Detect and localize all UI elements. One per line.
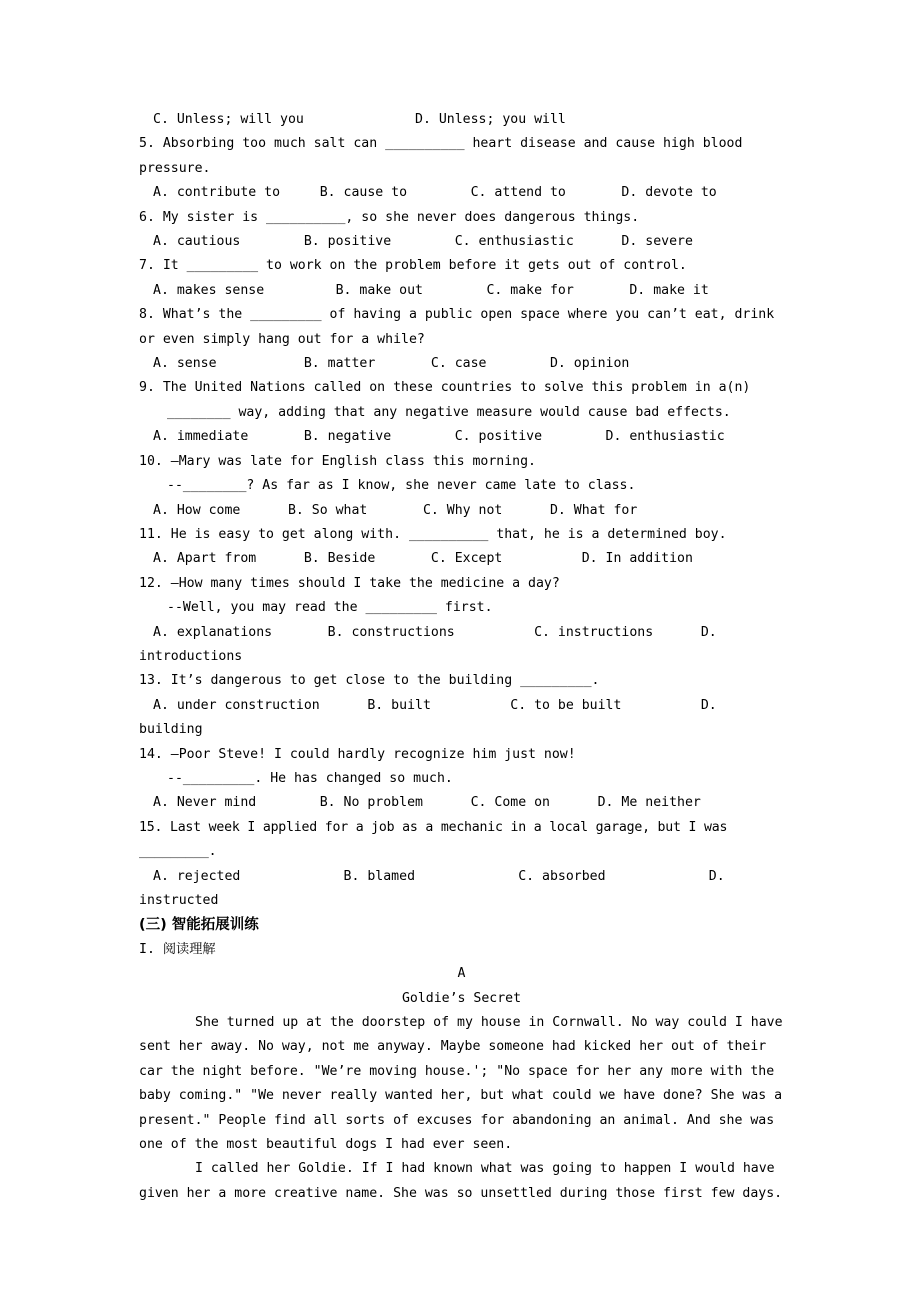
question-line: 10. –Mary was late for English class this morning. [139,453,536,469]
question-line: A. immediate B. negative C. positive D. enthusiastic [153,429,725,445]
question-line: --Well, you may read the _________ first. [167,600,493,616]
question-line: introductions [139,648,243,664]
subsection-heading: I. 阅读理解 [139,941,216,957]
question-line: ________ way, adding that any negative measure would cause bad effects. [167,404,731,420]
question-line: 7. It _________ to work on the problem before it gets out of control. [139,258,687,274]
question-line: 11. He is easy to get along with. __________ that, he is a determined boy. [139,526,727,542]
question-line: 14. –Poor Steve! I could hardly recognize him just now! [139,746,576,762]
question-line: or even simply hang out for a while? [139,331,425,347]
question-line: building [139,722,203,738]
question-line: A. makes sense B. make out C. make for D. make it [153,282,709,298]
question-line: 8. What’s the _________ of having a public open space where you can’t eat, drink [139,307,775,323]
question-line: C. Unless; will you D. Unless; you will [153,112,566,127]
question-line: instructed [139,893,219,908]
question-line: A. contribute to B. cause to C. attend to D. devote to [153,185,717,201]
question-line: 9. The United Nations called on these countries to solve this problem in a(n) [139,380,751,396]
question-line: A. Apart from B. Beside C. Except D. In addition [153,551,693,567]
question-line: A. sense B. matter C. case D. opinion [153,356,630,372]
passage-title: Goldie’s Secret [401,990,522,1006]
question-line: 5. Absorbing too much salt can __________ heart disease and cause high blood [139,136,743,152]
passage-label: A [457,966,466,982]
question-line: 12. –How many times should I take the medicine a day? [139,575,560,591]
passage-paragraph: She turned up at the doorstep of my house in Cornwall. No way could I have sent her away. No way, not me anyway. Maybe someone had kicked her out of their car the night before. "We’re moving house.'; "No space for her any more with the baby coming." "We never really wanted her, but what could we have done? She was a present." People find all sorts of excuses for abandoning an animal. And she was one of the most beautiful dogs I had ever seen. [139,1015,791,1153]
question-line: A. Never mind B. No problem C. Come on D. Me neither [153,795,701,811]
section-heading: (三) 智能拓展训练 [139,917,259,934]
question-line: A. rejected B. blamed C. absorbed D. [153,868,725,884]
question-line: 6. My sister is __________, so she never does dangerous things. [139,209,640,225]
question-line: pressure. [139,160,211,176]
passage-paragraph: I called her Goldie. If I had known what was going to happen I would have given her a more creative name. She was so unsettled during those first few days. [139,1161,783,1201]
question-line: --_________. He has changed so much. [167,770,453,786]
document-body [139,108,791,1206]
question-line: A. How come B. So what C. Why not D. What for [153,502,638,518]
question-line: A. explanations B. constructions C. instructions D. [153,624,717,640]
question-line: A. cautious B. positive C. enthusiastic D. severe [153,234,693,250]
question-line: 15. Last week I applied for a job as a mechanic in a local garage, but I was _________. [139,819,735,860]
question-line: A. under construction B. built C. to be built D. [153,697,717,713]
question-line: --________? As far as I know, she never came late to class. [167,478,636,494]
question-line: 13. It’s dangerous to get close to the building _________. [139,673,600,689]
